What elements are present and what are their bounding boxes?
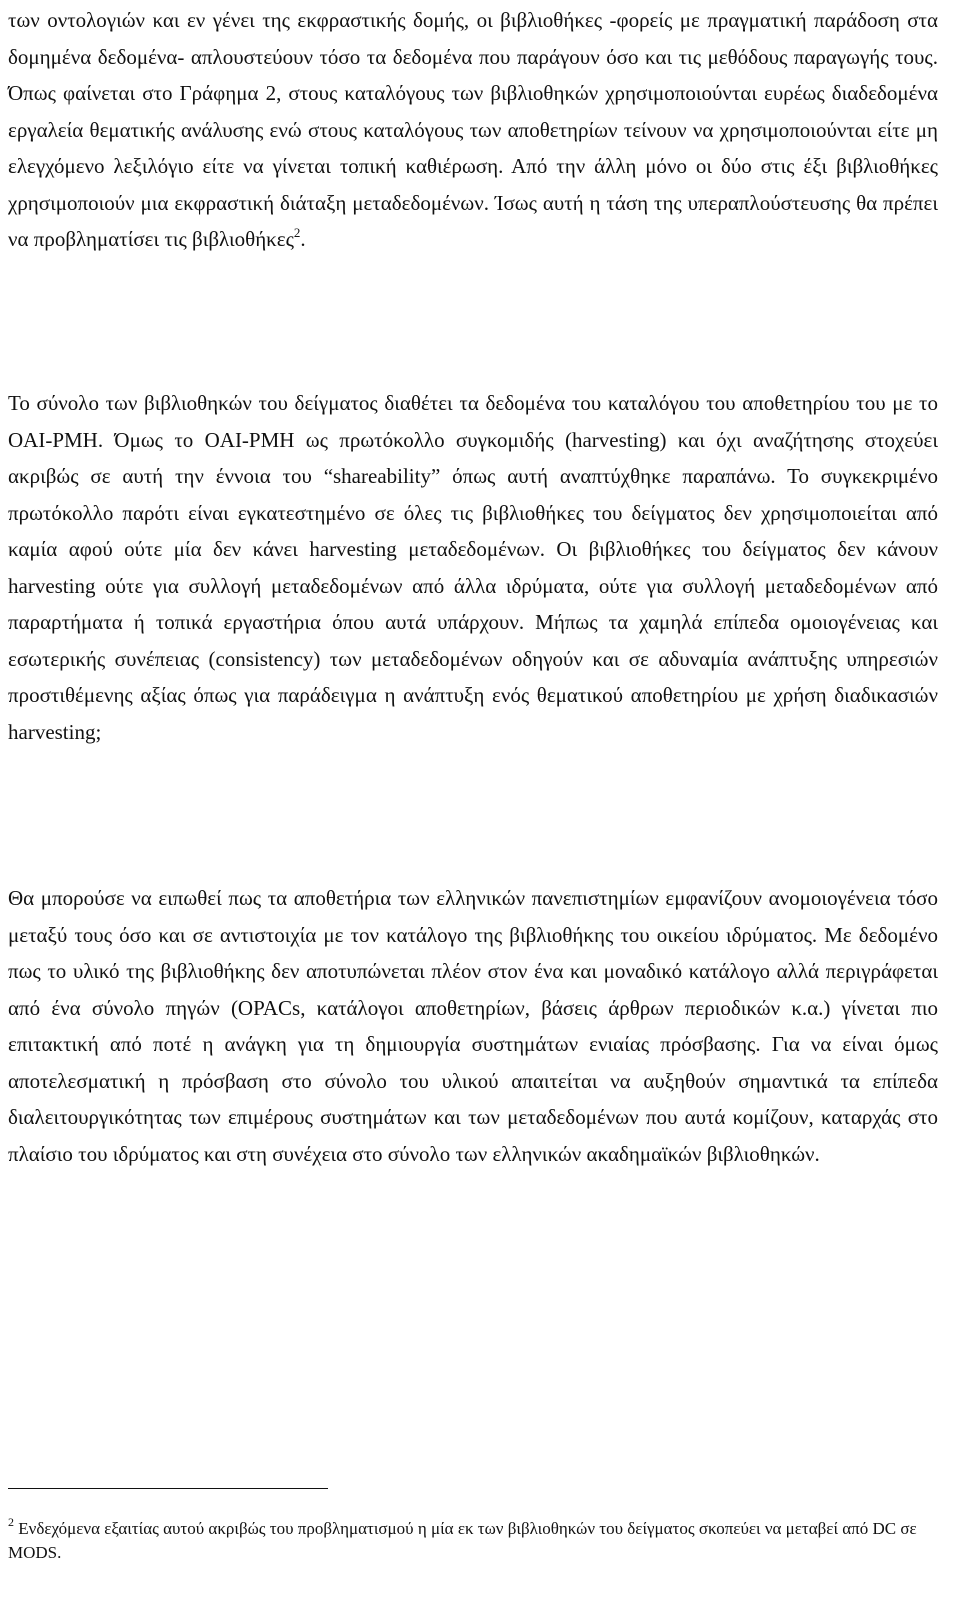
footnote-marker: 2 bbox=[8, 1515, 14, 1529]
footnote-reference[interactable]: 2 bbox=[293, 225, 301, 240]
body-paragraph-2: Το σύνολο των βιβλιοθηκών του δείγματος διαθέτει τα δεδομένα του καταλόγου του αποθετηρίου του με το OAI-PMH. Όμως το OAI-PMH ως πρωτόκολλο συγκομιδής (harvesting) και όχι αναζήτησης στοχεύει ακριβώς σε αυτή την έννοια του “shareability” όπως αυτή αναπτύχθηκε παραπάνω. Το συγκεκριμένο πρωτόκολλο παρότι είναι εγκατεστημένο σε όλες τις βιβλιοθήκες του δείγματος δεν χρησιμοποιείται από καμία αφού ούτε μία δεν κάνει harvesting μεταδεδομένων. Οι βιβλιοθήκες του δείγματος δεν κάνουν harvesting ούτε για συλλογή μεταδεδομένων από άλλα ιδρύματα, ούτε για συλλογή μεταδεδομένων από παραρτήματα ή τοπικά εργαστήρια όπου αυτά υπάρχουν. Μήπως τα χαμηλά επίπεδα ομοιογένειας και εσωτερικής συνέπειας (consistency) των μεταδεδομένων οδηγούν και σε αδυναμία ανάπτυξης υπηρεσιών προστιθέμενης αξίας όπως για παράδειγμα η ανάπτυξη ενός θεματικού αποθετηρίου με χρήση διαδικασιών harvesting; bbox=[8, 391, 938, 744]
body-paragraph-3: Θα μπορούσε να ειπωθεί πως τα αποθετήρια των ελληνικών πανεπιστημίων εμφανίζουν ανομοιογένεια τόσο μεταξύ τους όσο και σε αντιστοιχία με τον κατάλογο της βιβλιοθήκης του οικείου ιδρύματος. Με δεδομένο πως το υλικό της βιβλιοθήκης δεν αποτυπώνεται πλέον στον ένα και μοναδικό κατάλογο αλλά περιγράφεται από ένα σύνολο πηγών (OPACs, κατάλογοι αποθετηρίων, βάσεις άρθρων περιοδικών κ.α.) γίνεται πιο επιτακτική από ποτέ η ανάγκη για τη δημιουργία συστημάτων ενιαίας πρόσβασης. Για να είναι όμως αποτελεσματική η πρόσβαση στο σύνολο του υλικού απαιτείται να αυξηθούν σημαντικά τα επίπεδα διαλειτουργικότητας των επιμέρους συστημάτων και των μεταδεδομένων που αυτά κομίζουν, καταρχάς στο πλαίσιο του ιδρύματος και στη συνέχεια στο σύνολο των ελληνικών ακαδημαϊκών βιβλιοθηκών. bbox=[8, 886, 938, 1166]
footnote-text: Ενδεχόμενα εξαιτίας αυτού ακριβώς του προβληματισμού η μία εκ των βιβλιοθηκών του δείγματος σκοπεύει να μεταβεί από DC σε MODS. bbox=[8, 1519, 917, 1562]
footnote bbox=[8, 1517, 938, 1565]
paragraph-1-end: . bbox=[300, 227, 306, 251]
body-paragraph-1 bbox=[8, 2, 938, 258]
paragraph-1-text: των οντολογιών και εν γένει της εκφραστικής δομής, οι βιβλιοθήκες -φορείς με πραγματική παράδοση στα δομημένα δεδομένα- απλουστεύουν τόσο τα δεδομένα που παράγουν όσο και τις μεθόδους παραγωγής τους. Όπως φαίνεται στο Γράφημα 2, στους καταλόγους των βιβλιοθηκών χρησιμοποιούνται ευρέως διαδεδομένα εργαλεία θεματικής ανάλυσης ενώ στους καταλόγους των αποθετηρίων τείνουν να χρησιμοποιούνται είτε μη ελεγχόμενο λεξιλόγιο είτε να γίνεται τοπική καθιέρωση. Από την άλλη μόνο οι δύο στις έξι βιβλιοθήκες χρησιμοποιούν μια εκφραστική διάταξη μεταδεδομένων. Ίσως αυτή η τάση της υπεραπλούστευσης θα πρέπει να προβληματίσει τις βιβλιοθήκες bbox=[8, 8, 938, 251]
footnote-separator bbox=[8, 1488, 328, 1489]
